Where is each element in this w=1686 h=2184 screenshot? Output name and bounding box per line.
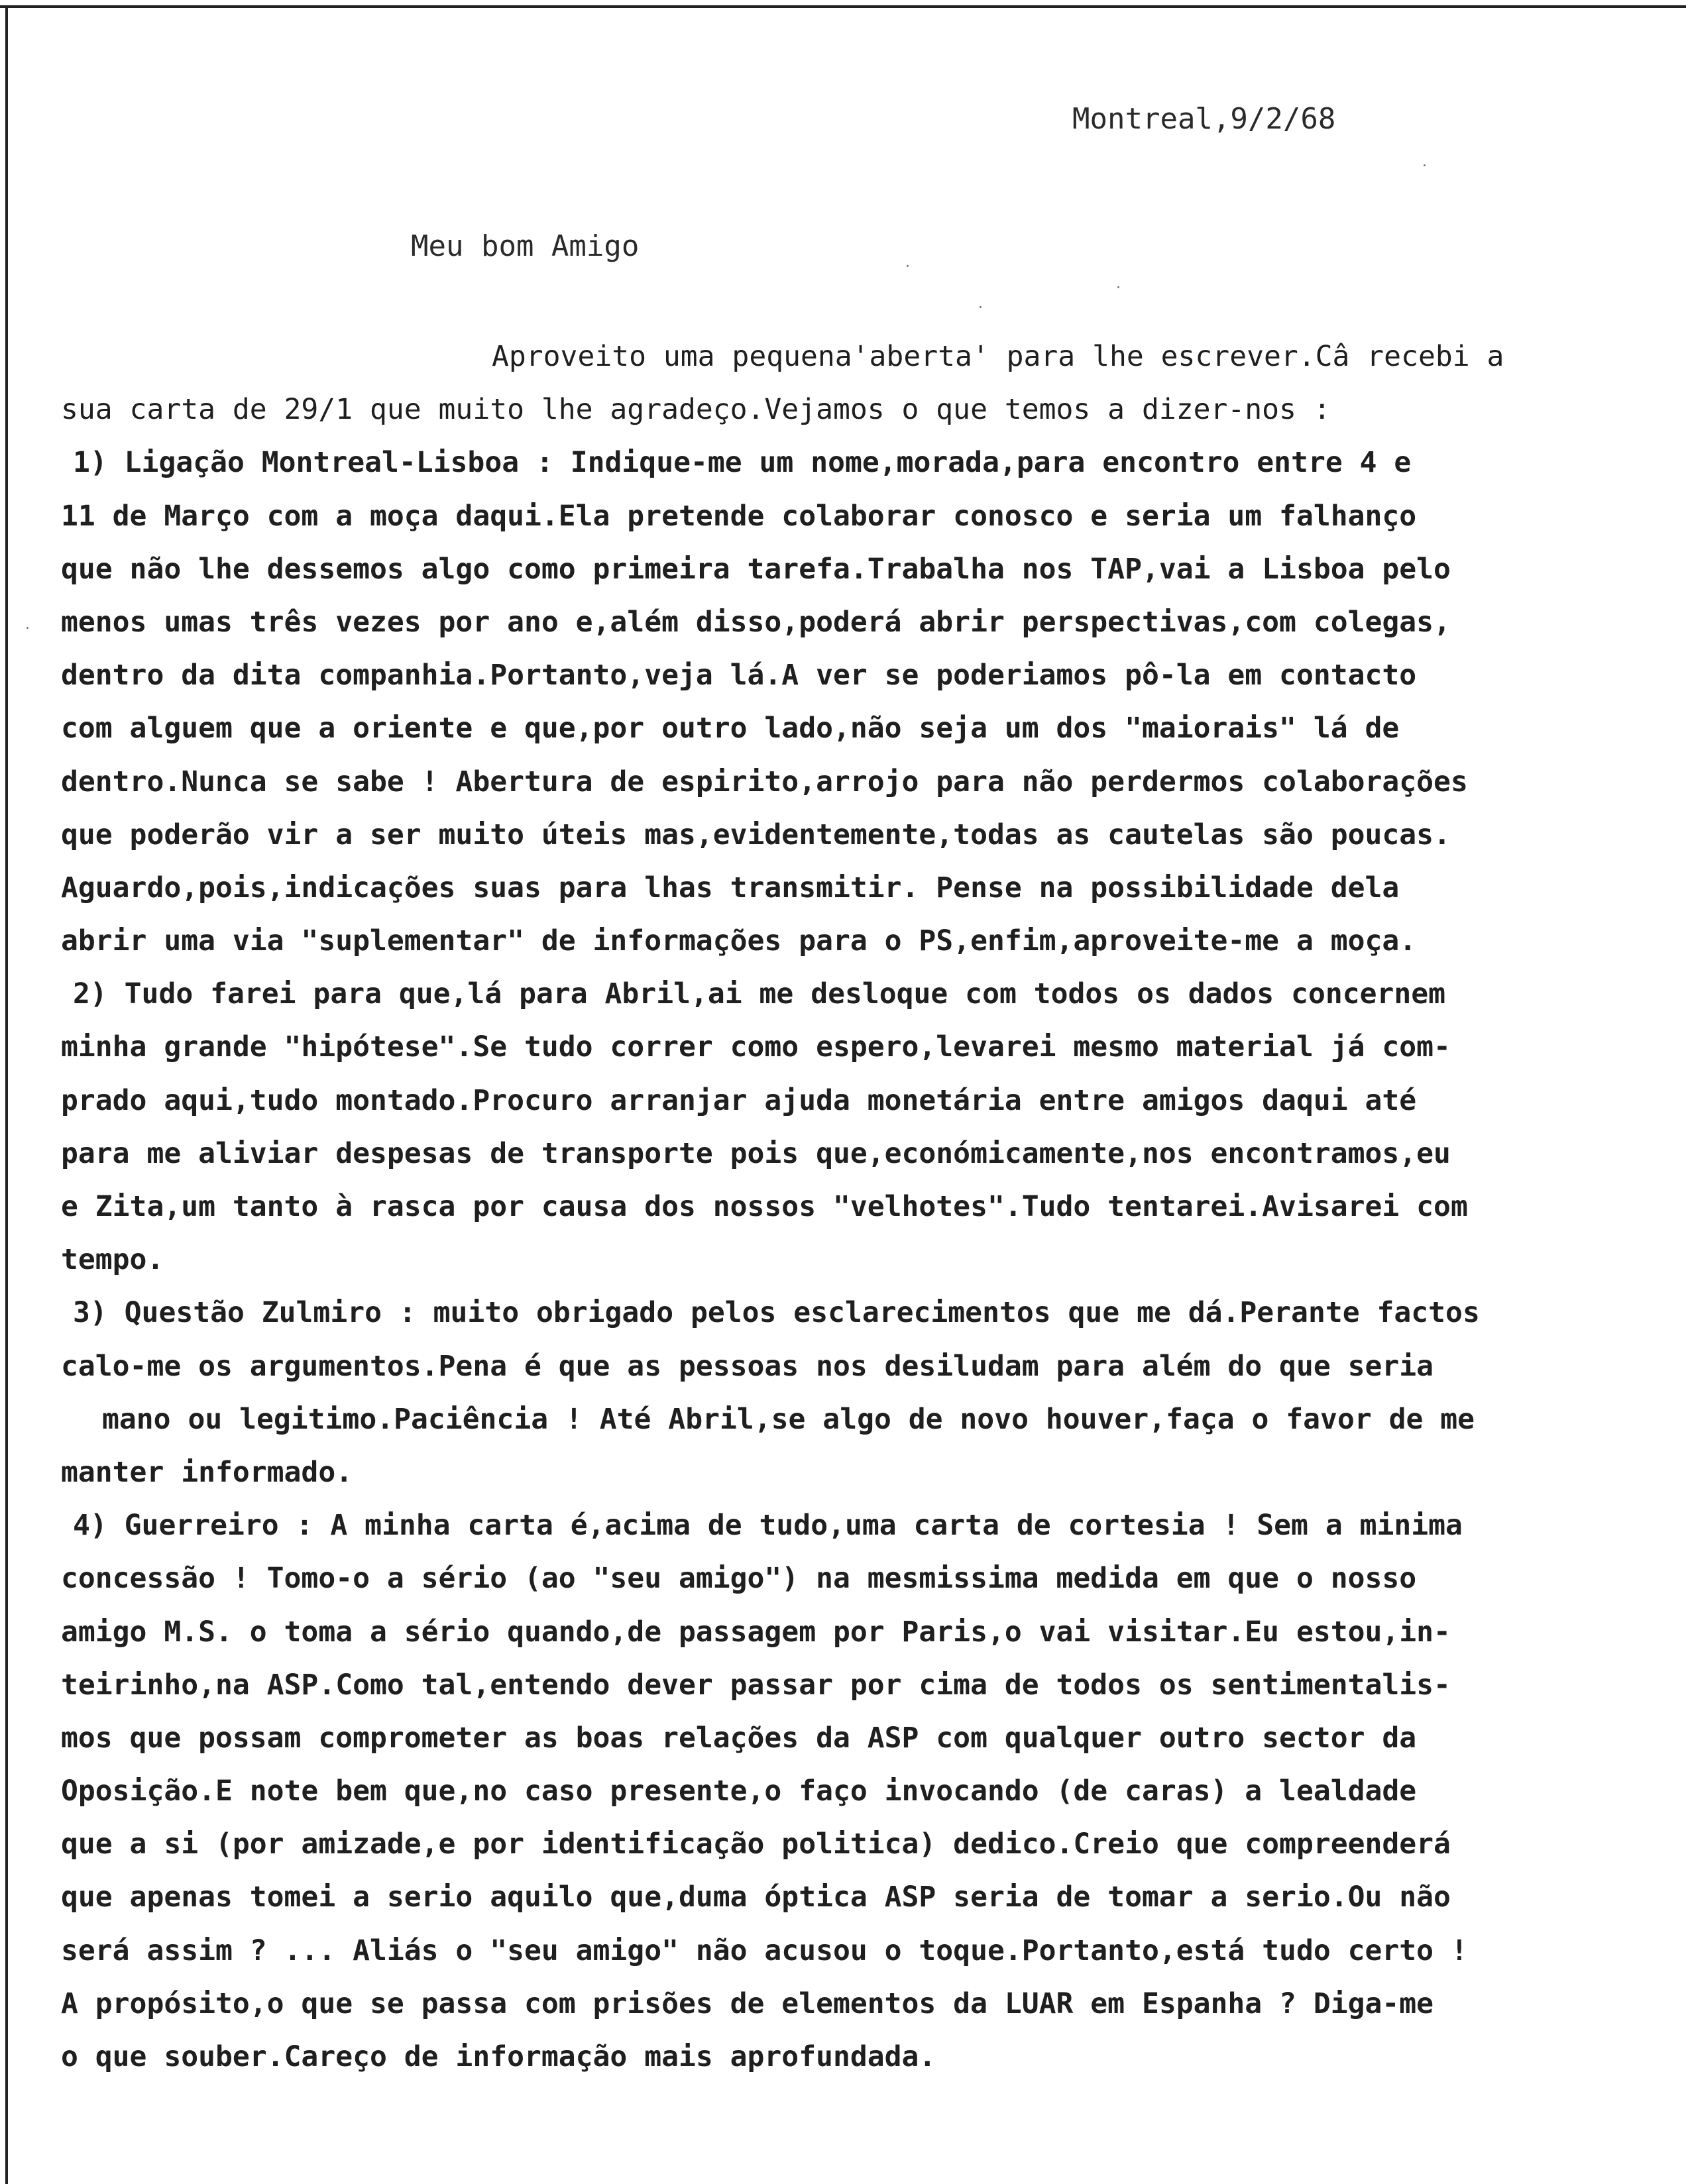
body-line: que não lhe dessemos algo como primeira tarefa.Trabalha nos TAP,vai a Lisboa pelo <box>61 552 1451 586</box>
paper-speck <box>1117 286 1119 288</box>
body-line: teirinho,na ASP.Como tal,entendo dever passar por cima de todos os sentimentalis- <box>61 1668 1451 1702</box>
body-line: tempo. <box>61 1243 164 1277</box>
body-line: sua carta de 29/1 que muito lhe agradeço.Vejamos o que temos a dizer-nos : <box>61 393 1331 427</box>
body-line: dentro da dita companhia.Portanto,veja lá.A ver se poderiamos pô-la em contacto <box>61 659 1417 692</box>
page-top-border <box>0 5 1686 8</box>
paper-speck <box>980 306 982 308</box>
body-line: 1) Ligação Montreal-Lisboa : Indique-me um nome,morada,para encontro entre 4 e <box>73 446 1412 480</box>
body-line: que a si (por amizade,e por identificação politica) dedico.Creio que compreenderá <box>61 1828 1451 1861</box>
body-line: calo-me os argumentos.Pena é que as pessoas nos desiludam para além do que seria <box>61 1349 1434 1383</box>
body-line: dentro.Nunca se sabe ! Abertura de espirito,arrojo para não perdermos colaborações <box>61 765 1468 798</box>
body-line: concessão ! Tomo-o a sério (ao "seu amigo") na mesmissima medida em que o nosso <box>61 1562 1417 1596</box>
body-line: que apenas tomei a serio aquilo que,duma óptica ASP seria de tomar a serio.Ou não <box>61 1881 1451 1914</box>
body-line: o que souber.Careço de informação mais aprofundada. <box>61 2040 936 2073</box>
body-line: Aproveito uma pequena'aberta' para lhe escrever.Câ recebi a <box>492 340 1504 373</box>
body-line: mos que possam comprometer as boas relações da ASP com qualquer outro sector da <box>61 1721 1417 1755</box>
body-line: mano ou legitimo.Paciência ! Até Abril,se algo de novo houver,faça o favor de me <box>102 1402 1475 1436</box>
paper-speck <box>27 627 28 629</box>
body-line: Aguardo,pois,indicações suas para lhas transmitir. Pense na possibilidade dela <box>61 871 1400 904</box>
letter-salutation: Meu bom Amigo <box>411 229 640 263</box>
paper-speck <box>907 265 909 267</box>
body-line: 4) Guerreiro : A minha carta é,acima de tudo,uma carta de cortesia ! Sem a minima <box>73 1509 1463 1543</box>
body-line: amigo M.S. o toma a sério quando,de passagem por Paris,o vai visitar.Eu estou,in- <box>61 1615 1451 1649</box>
page-left-border <box>5 5 8 2184</box>
body-line: Oposição.E note bem que,no caso presente,o faço invocando (de caras) a lealdade <box>61 1774 1417 1808</box>
paper-speck <box>1424 164 1426 166</box>
body-line: com alguem que a oriente e que,por outro lado,não seja um dos "maiorais" lá de <box>61 712 1400 745</box>
body-line: 3) Questão Zulmiro : muito obrigado pelos esclarecimentos que me dá.Perante factos <box>73 1296 1480 1330</box>
body-line: menos umas três vezes por ano e,além disso,poderá abrir perspectivas,com colegas, <box>61 605 1451 639</box>
body-line: 2) Tudo farei para que,lá para Abril,ai me desloque com todos os dados concernem <box>73 977 1446 1011</box>
body-line: manter informado. <box>61 1455 353 1489</box>
body-line: prado aqui,tudo montado.Procuro arranjar ajuda monetária entre amigos daqui até <box>61 1083 1417 1117</box>
body-line: e Zita,um tanto à rasca por causa dos nossos "velhotes".Tudo tentarei.Avisarei com <box>61 1190 1468 1223</box>
body-line: 11 de Março com a moça daqui.Ela pretende colaborar conosco e seria um falhanço <box>61 499 1417 533</box>
letter-body <box>61 330 1671 2083</box>
body-line: minha grande "hipótese".Se tudo correr como espero,levarei mesmo material já com- <box>61 1030 1451 1064</box>
body-line: para me aliviar despesas de transporte pois que,económicamente,nos encontramos,eu <box>61 1136 1451 1170</box>
body-line: abrir uma via "suplementar" de informações para o PS,enfim,aproveite-me a moça. <box>61 924 1417 958</box>
body-line: que poderão vir a ser muito úteis mas,evidentemente,todas as cautelas são poucas. <box>61 818 1451 851</box>
letter-dateline: Montreal,9/2/68 <box>1072 102 1336 136</box>
body-line: será assim ? ... Aliás o "seu amigo" não acusou o toque.Portanto,está tudo certo ! <box>61 1934 1468 1967</box>
body-line: A propósito,o que se passa com prisões de elementos da LUAR em Espanha ? Diga-me <box>61 1987 1434 2020</box>
